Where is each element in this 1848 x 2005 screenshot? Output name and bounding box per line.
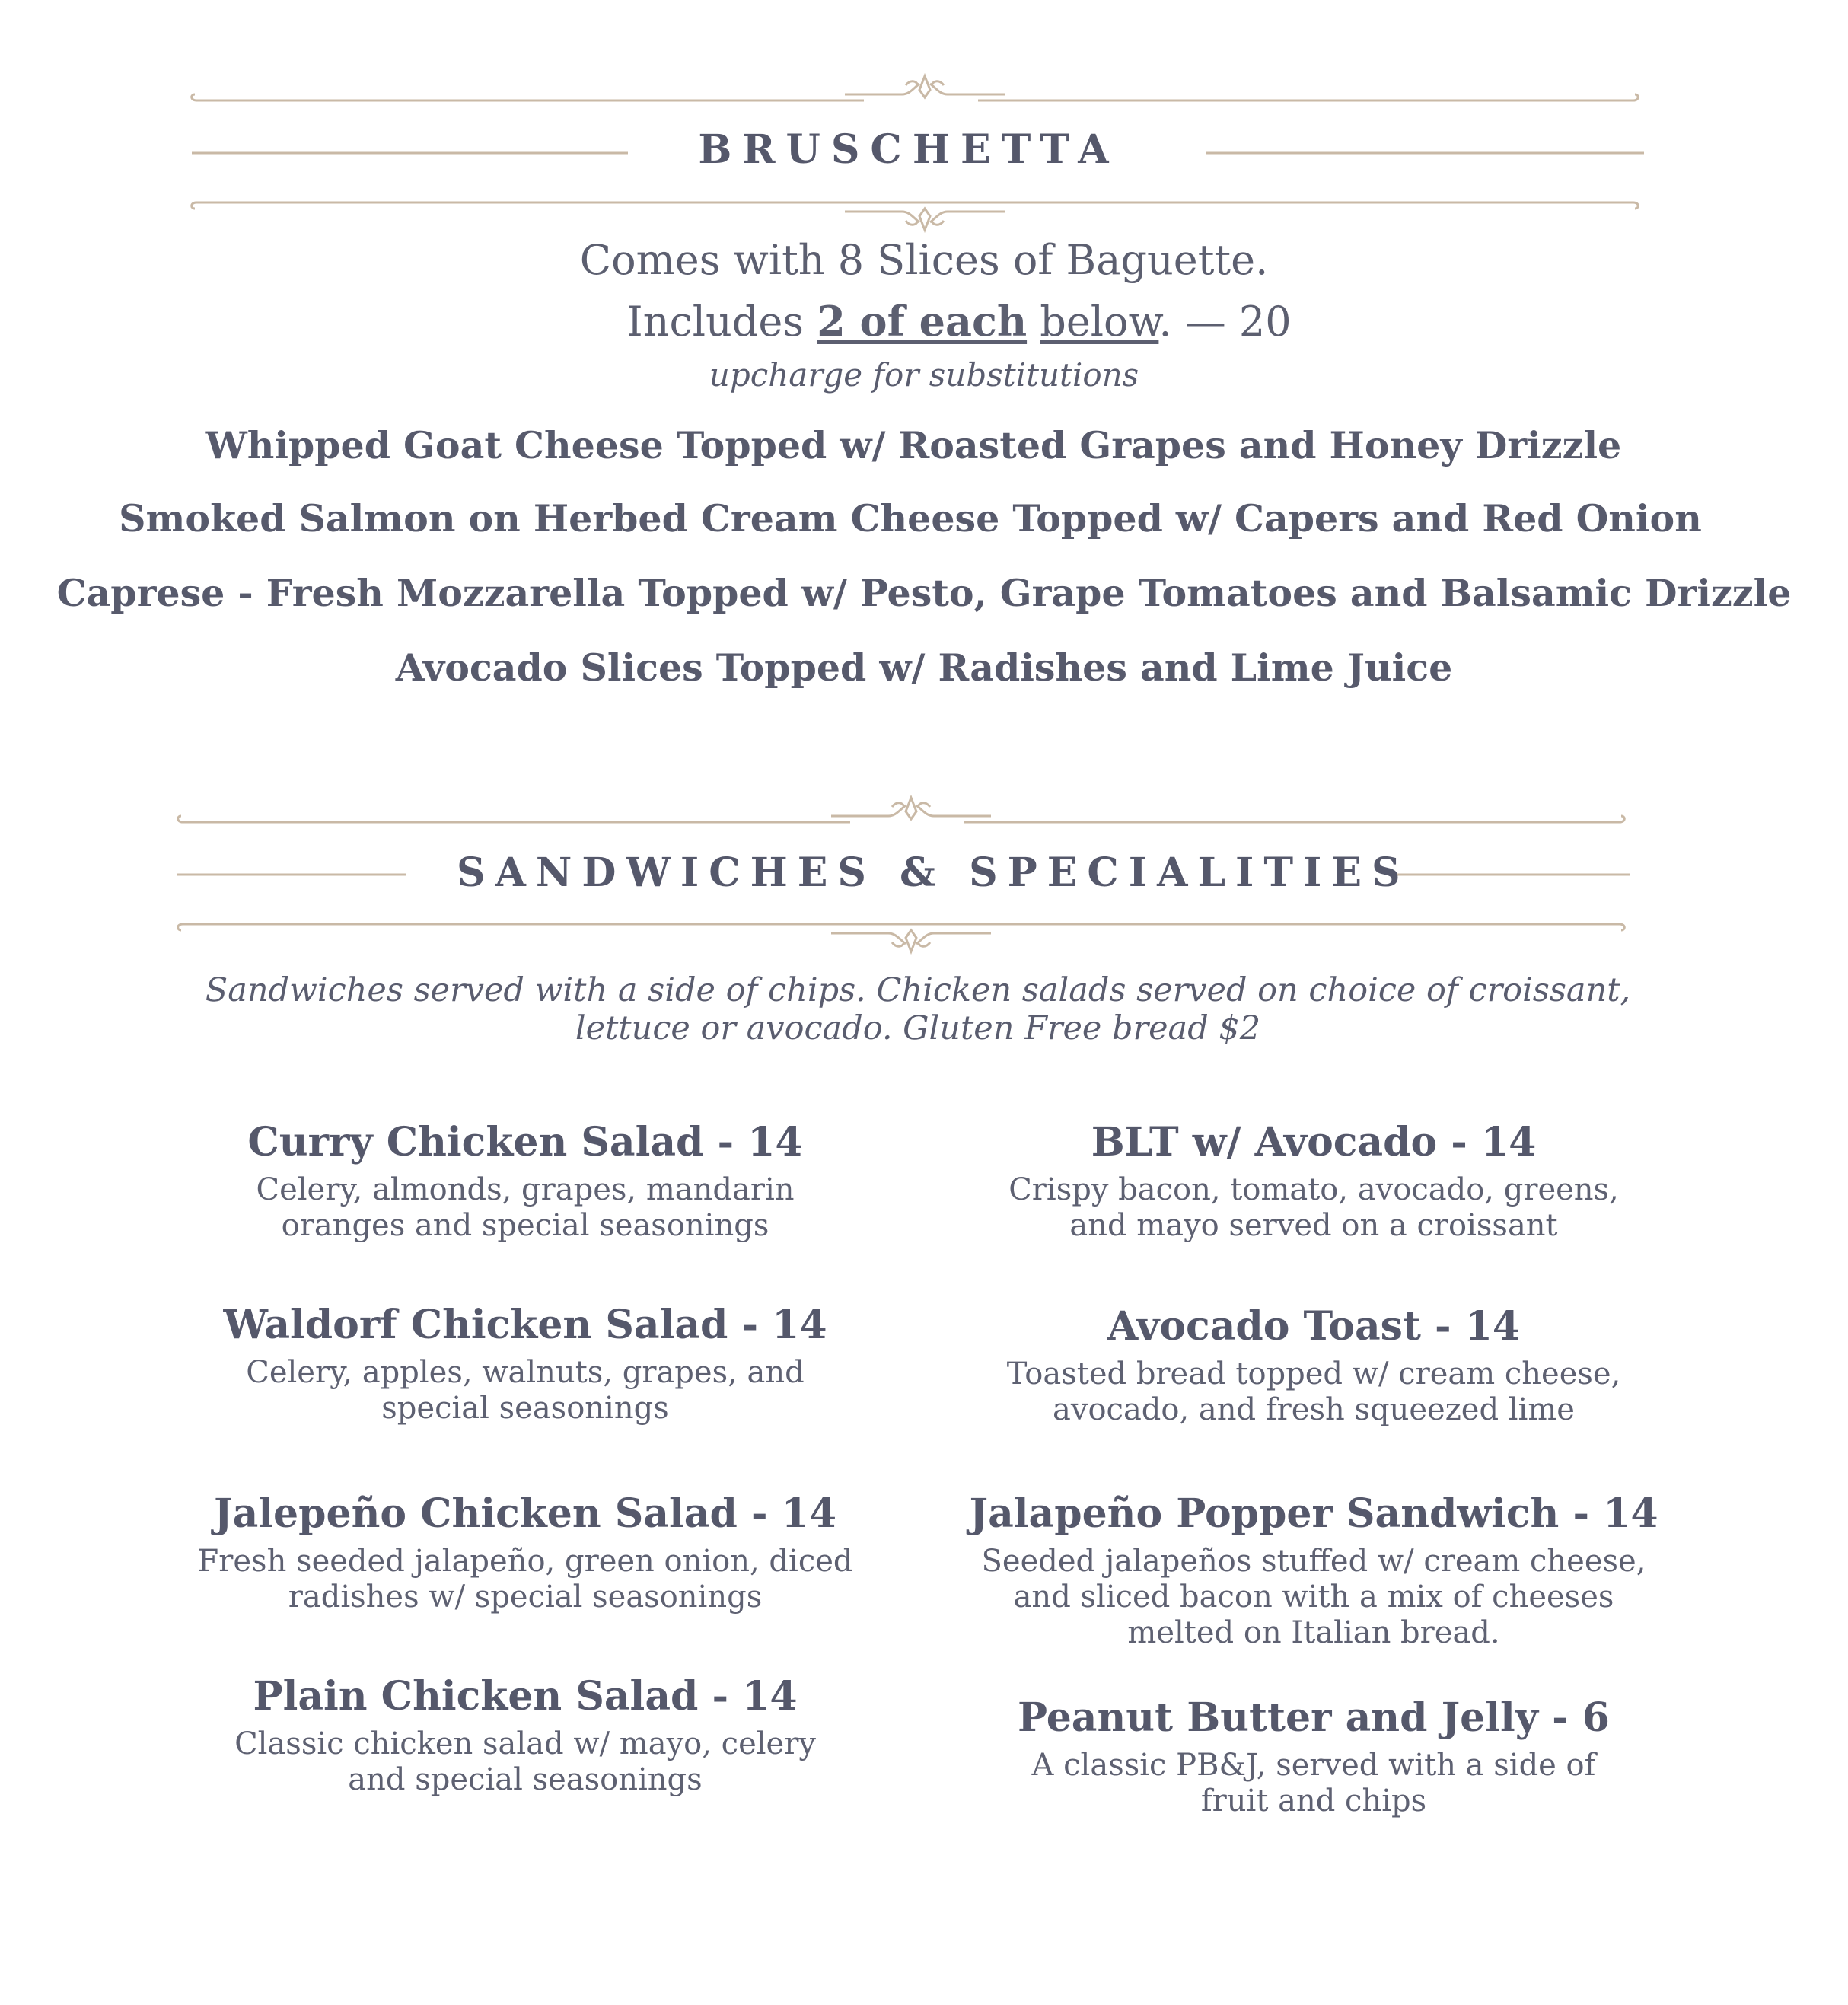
menu-item-avocado-toast [933,1303,1694,1428]
bruschetta-item: Caprese - Fresh Mozzarella Topped w/ Pesto, Grape Tomatoes and Balsamic Drizzle [56,571,1792,615]
menu-item-desc-line: Celery, almonds, grapes, mandarin [256,1172,795,1207]
bruschetta-line2-bold: 2 of each [817,297,1028,346]
menu-item-desc-line: oranges and special seasonings [281,1208,769,1243]
menu-item-jalapeno-popper-sandwich [933,1490,1694,1651]
menu-item-title: Peanut Butter and Jelly - 6 [1018,1694,1610,1741]
menu-item-desc-line: special seasonings [381,1391,669,1426]
bruschetta-item: Avocado Slices Topped w/ Radishes and Lime Juice [395,645,1453,690]
sandwiches-note-line2: lettuce or avocado. Gluten Free bread $2 [575,1009,1261,1047]
bruschetta-item: Whipped Goat Cheese Topped w/ Roasted Grapes and Honey Drizzle [205,423,1622,467]
bruschetta-note: upcharge for substitutions [709,356,1139,394]
menu-item-desc-line: Celery, apples, walnuts, grapes, and [246,1355,805,1390]
bruschetta-line2-pre: Includes [626,298,817,346]
menu-item-desc-line: melted on Italian bread. [1127,1615,1500,1650]
menu-item-desc-line: Crispy bacon, tomato, avocado, greens, [1008,1172,1619,1207]
bruschetta-price: . — 20 [1158,298,1292,346]
menu-item-plain-chicken-salad [145,1673,906,1798]
menu-item-desc-line: avocado, and fresh squeezed lime [1053,1392,1575,1427]
bruschetta-line2-under: below [1040,298,1159,346]
menu-item-title: BLT w/ Avocado - 14 [1091,1119,1537,1165]
menu-item-jalepeno-chicken-salad [145,1490,906,1615]
menu-item-peanut-butter-jelly [933,1694,1694,1819]
menu-item-desc-line: and sliced bacon with a mix of cheeses [1013,1579,1614,1615]
menu-item-title: Waldorf Chicken Salad - 14 [223,1302,827,1348]
bruschetta-item: Smoked Salmon on Herbed Cream Cheese Topped w/ Capers and Red Onion [119,496,1702,540]
menu-item-desc-line: and mayo served on a croissant [1069,1208,1558,1243]
menu-item-desc-line: radishes w/ special seasonings [288,1579,763,1615]
menu-item-desc-line: and special seasonings [348,1762,703,1797]
menu-item-title: Jalapeño Popper Sandwich - 14 [969,1490,1658,1537]
sandwiches-title: SANDWICHES & SPECIALITIES [457,849,1410,896]
menu-item-title: Curry Chicken Salad - 14 [247,1119,803,1165]
sandwiches-note-line1: Sandwiches served with a side of chips. Chicken salads served on choice of croissant, [205,971,1631,1009]
menu-item-desc-line: A classic PB&J, served with a side of [1031,1748,1596,1783]
menu-item-desc-line: Classic chicken salad w/ mayo, celery [234,1726,816,1761]
menu-item-title: Jalepeño Chicken Salad - 14 [213,1490,836,1537]
menu-item-waldorf-chicken-salad [145,1302,906,1426]
menu-item-desc-line: Toasted bread topped w/ cream cheese, [1006,1356,1621,1391]
menu-item-title: Plain Chicken Salad - 14 [253,1673,798,1720]
bruschetta-title: BRUSCHETTA [698,126,1120,173]
menu-item-desc-line: Fresh seeded jalapeño, green onion, diced [197,1544,853,1579]
menu-item-title: Avocado Toast - 14 [1107,1303,1521,1350]
menu-item-curry-chicken-salad [145,1119,906,1244]
menu-item-desc-line: fruit and chips [1200,1783,1427,1819]
sandwiches-header-ornament [0,0,1848,974]
menu-item-desc-line: Seeded jalapeños stuffed w/ cream cheese, [981,1544,1646,1579]
bruschetta-line1: Comes with 8 Slices of Baguette. [579,236,1269,284]
menu-item-blt-avocado [933,1119,1694,1244]
